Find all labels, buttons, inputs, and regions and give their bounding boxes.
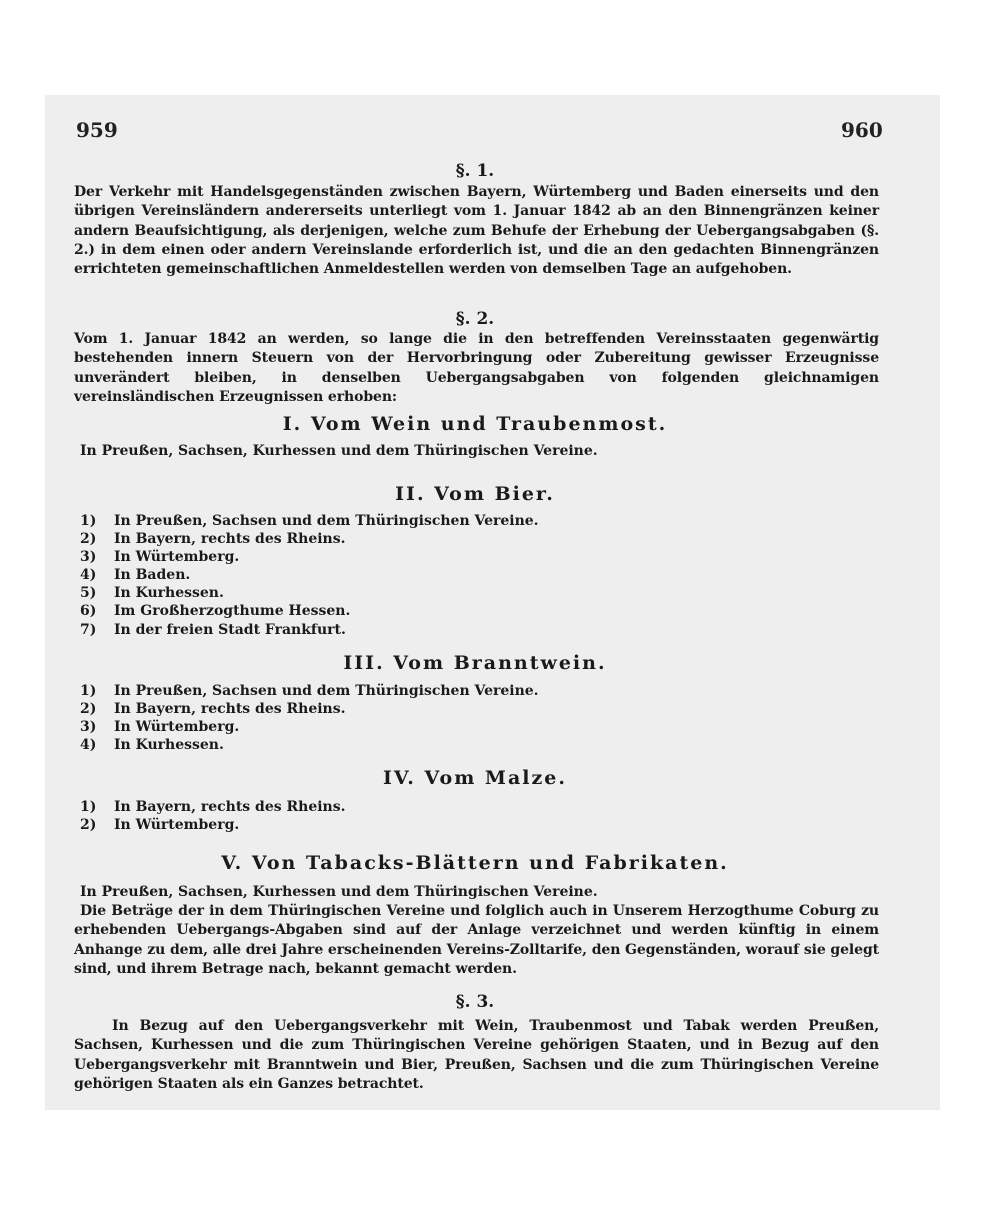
page-number-right: 960 [841,118,883,142]
list-item: 3) In Würtemberg. [80,549,240,566]
section-2-heading: §. 2. [455,309,495,329]
category-5-title: V. Von Tabacks-Blättern und Fabrikaten. [221,852,729,874]
section-2-text: Vom 1. Januar 1842 an werden, so lange die in den betreffenden Vereinsstaaten gegenwärtig bestehenden innern Steuern von der Hervorbringung oder Zubereitung gewisser Erzeugnisse unverändert bleiben, in denselben Uebergangsabgaben von folgenden gleichnamigen vereinsländischen Erzeugnissen erhoben: [74,331,879,405]
list-item: 6) Im Großherzogthume Hessen. [80,603,351,620]
list-item: 4) In Baden. [80,567,191,584]
category-2-title: II. Vom Bier. [395,483,555,505]
list-item: 1) In Preußen, Sachsen und dem Thüringischen Vereine. [80,513,539,529]
page-number-left: 959 [76,118,118,142]
list-item: 5) In Kurhessen. [80,585,224,602]
category-5-note: Die Beträge der in dem Thüringischen Vereine und folglich auch in Unserem Herzogthume Coburg zu erhebenden Uebergangs-Abgaben sind auf der Anlage verzeichnet und werden künftig in einem Anhange zu dem, alle drei Jahre erscheinenden Vereins-Zolltarife, den Gegenständen, worauf sie gelegt sind, und ihrem Betrage nach, bekannt gemacht werden. [74,903,879,977]
list-item: 2) In Bayern, rechts des Rheins. [80,531,346,548]
category-4-list [80,798,346,834]
list-item: 1) In Preußen, Sachsen und dem Thüringischen Vereine. [80,683,539,699]
list-item: 7) In der freien Stadt Frankfurt. [80,621,346,638]
section-3-text: In Bezug auf den Uebergangsverkehr mit Wein, Traubenmost und Tabak werden Preußen, Sachsen, Kurhessen und die zum Thüringischen Vereine gehörigen Staaten, und in Bezug auf den Uebergangsverkehr mit Branntwein und Bier, Preußen, Sachsen und die zum Thüringischen Vereine gehörigen Staaten als ein Ganzes betrachtet. [74,1018,879,1092]
category-1-text: In Preußen, Sachsen, Kurhessen und dem Thüringischen Vereine. [80,443,598,459]
category-1-title: I. Vom Wein und Traubenmost. [282,413,668,435]
section-1-heading: §. 1. [455,161,495,181]
list-item: 2) In Bayern, rechts des Rheins. [80,701,346,718]
section-1-text: Der Verkehr mit Handelsgegenständen zwischen Bayern, Würtemberg und Baden einerseits und den übrigen Vereinsländern andererseits unterliegt vom 1. Januar 1842 ab an den Binnengränzen keiner andern Beaufsichtigung, als derjenigen, welche zum Behufe der Erhebung der Uebergangsabgaben (§. 2.) in dem einen oder andern Vereinslande erforderlich ist, und die an den gedachten Binnengränzen errichteten gemeinschaftlichen Anmeldestellen werden von demselben Tage an aufgehoben. [74,184,879,278]
list-item: 3) In Würtemberg. [80,719,240,736]
category-5-text: In Preußen, Sachsen, Kurhessen und dem Thüringischen Vereine. [80,884,598,900]
category-3-title: III. Vom Branntwein. [343,652,607,674]
section-3-heading: §. 3. [455,992,495,1012]
category-4-title: IV. Vom Malze. [383,767,567,789]
list-item: 1) In Bayern, rechts des Rheins. [80,799,346,815]
category-3-list [80,682,539,754]
category-2-list [80,512,539,639]
list-item: 4) In Kurhessen. [80,737,224,754]
list-item: 2) In Würtemberg. [80,817,240,834]
